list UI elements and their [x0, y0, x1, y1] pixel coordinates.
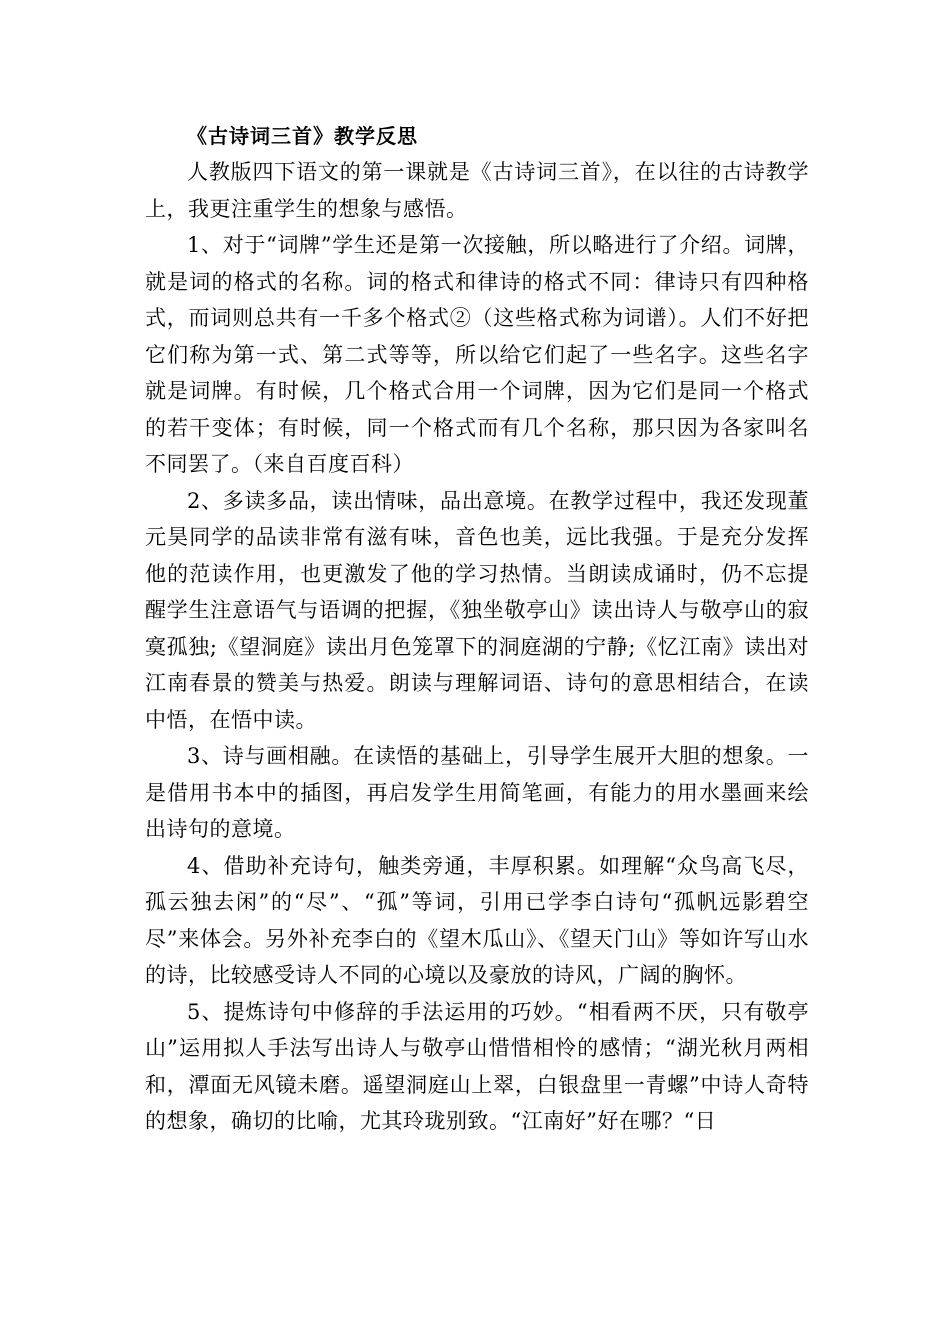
point-3-paragraph: 3、诗与画相融。在读悟的基础上，引导学生展开大胆的想象。一是借用书本中的插图，再启发学生用简笔画，有能力的用水墨画来绘出诗句的意境。	[145, 744, 809, 841]
point-2-paragraph: 2、多读多品，读出情味，品出意境。在教学过程中，我还发现董元昊同学的品读非常有滋有味，音色也美，远比我强。于是充分发挥他的范读作用，也更激发了他的学习热情。当朗读成诵时，仍不忘提醒学生注意语气与语调的把握，《独坐敬亭山》读出诗人与敬亭山的寂寞孤独;《望洞庭》读出月色笼罩下的洞庭湖的宁静;《忆江南》读出对江南春景的赞美与热爱。朗读与理解词语、诗句的意思相结合，在读中悟，在悟中读。	[145, 488, 809, 732]
document-title: 《古诗词三首》教学反思	[187, 124, 418, 148]
point-5-paragraph: 5、提炼诗句中修辞的手法运用的巧妙。“相看两不厌，只有敬亭山”运用拟人手法写出诗人与敬亭山惜惜相怜的感情；“湖光秋月两相和，潭面无风镜未磨。遥望洞庭山上翠，白银盘里一青螺”中诗人奇特的想象，确切的比喻，尤其玲珑别致。“江南好”好在哪？“日	[145, 999, 809, 1133]
document-body	[145, 118, 809, 1140]
point-1-paragraph: 1、对于“词牌”学生还是第一次接触，所以略进行了介绍。词牌，就是词的格式的名称。词的格式和律诗的格式不同：律诗只有四种格式，而词则总共有一千多个格式②（这些格式称为词谱）。人们不好把它们称为第一式、第二式等等，所以给它们起了一些名字。这些名字就是词牌。有时候，几个格式合用一个词牌，因为它们是同一个格式的若干变体；有时候，同一个格式而有几个名称，那只因为各家叫名不同罢了。（来自百度百科）	[145, 233, 809, 476]
point-4-paragraph: 4、借助补充诗句，触类旁通，丰厚积累。如理解“众鸟高飞尽，孤云独去闲”的“尽”、“孤”等词，引用已学李白诗句“孤帆远影碧空尽”来体会。另外补充李白的《望木瓜山》、《望天门山》等如许写山水的诗，比较感受诗人不同的心境以及豪放的诗风，广阔的胸怀。	[145, 853, 809, 987]
intro-paragraph: 人教版四下语文的第一课就是《古诗词三首》，在以往的古诗教学上，我更注重学生的想象与感悟。	[145, 160, 809, 221]
